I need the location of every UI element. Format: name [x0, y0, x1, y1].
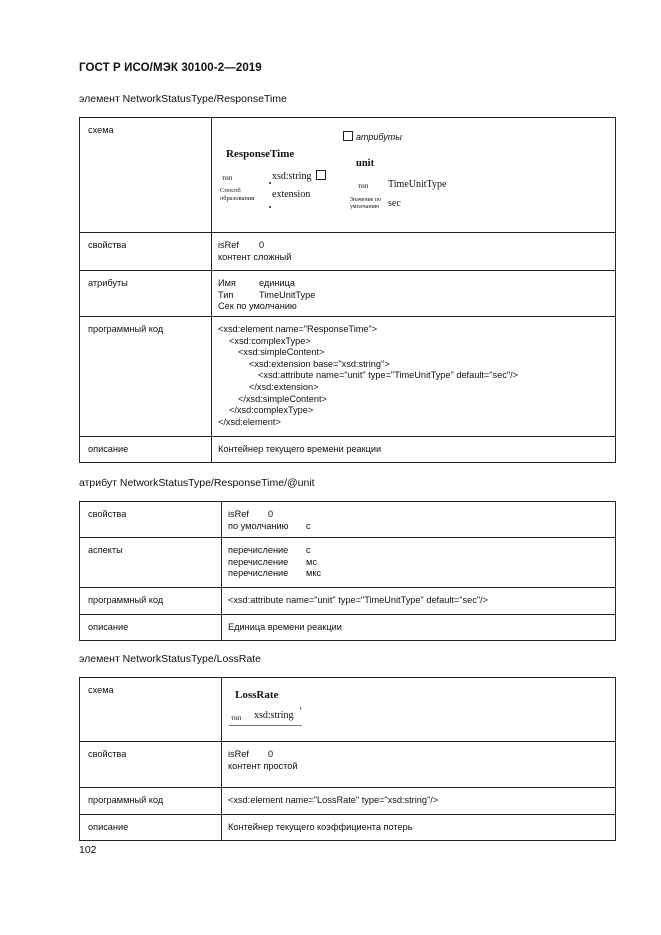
isref-key: isRef	[228, 509, 249, 519]
default-value: с	[306, 520, 311, 531]
code-line: </xsd:element>	[218, 416, 281, 427]
row-label: описание	[80, 615, 222, 641]
row-label: программный код	[80, 588, 222, 615]
attr-val-name: единица	[259, 278, 295, 288]
attr-val-type: TimeUnitType	[259, 289, 316, 300]
content-type: контент сложный	[218, 251, 292, 262]
schema-diagram	[212, 118, 615, 232]
table-row	[80, 678, 616, 742]
code-line: <xsd:attribute name="unit" type="TimeUnitType" default="sec"/>	[258, 370, 519, 381]
table-row	[80, 437, 616, 463]
connector-dot	[269, 182, 271, 184]
table-row	[80, 815, 616, 841]
schema-diagram-cell	[222, 678, 616, 742]
unit-attribute-table	[79, 501, 616, 641]
table-row	[80, 588, 616, 615]
connector-dot	[269, 206, 271, 208]
row-label: схема	[80, 678, 222, 742]
derivation-value: extension	[272, 189, 311, 200]
type-value: xsd:string	[254, 710, 294, 721]
default-key: по умолчанию	[228, 520, 289, 531]
table-row	[80, 742, 616, 788]
facet-key: перечисление	[228, 556, 289, 567]
row-label: аспекты	[80, 538, 222, 588]
default-line	[228, 521, 615, 533]
attributes-label: атрибуты	[356, 132, 402, 142]
code-line: <xsd:simpleContent>	[238, 347, 325, 358]
row-label: программный код	[80, 788, 222, 815]
table-row	[80, 502, 616, 538]
isref-value: 0	[259, 240, 265, 250]
properties-cell	[222, 742, 616, 788]
page-number: 102	[79, 844, 97, 856]
isref-value: 0	[268, 509, 274, 519]
code-line: <xsd:extension base="xsd:string">	[249, 358, 390, 369]
table-row	[80, 118, 616, 233]
attr-type-label: тип	[358, 182, 369, 190]
type-value	[272, 170, 326, 183]
attributes-cell	[212, 271, 616, 317]
facet-key: перечисление	[228, 545, 289, 555]
isref-key: isRef	[218, 240, 239, 250]
table-row	[80, 233, 616, 271]
attr-type-value: TimeUnitType	[388, 179, 447, 190]
element-name: ResponseTime	[226, 148, 295, 160]
isref-key: isRef	[228, 749, 249, 759]
loss-rate-table	[79, 677, 616, 841]
facet-value: мс	[306, 556, 317, 567]
type-label: тип	[222, 174, 233, 182]
facet-line	[228, 557, 615, 569]
row-label: свойства	[80, 233, 212, 271]
row-label: схема	[80, 118, 212, 233]
isref-line	[228, 749, 615, 761]
default-label: Значение по умолчанию	[350, 197, 382, 210]
facet-value: мкс	[306, 568, 322, 579]
code-cell: <xsd:element name="LossRate" type="xsd:string"/>	[222, 788, 616, 815]
row-label: свойства	[80, 502, 222, 538]
derivation-label: Способ образования	[220, 187, 255, 202]
attr-type-line	[218, 290, 615, 302]
row-label: описание	[80, 815, 222, 841]
facet-key: перечисление	[228, 568, 289, 579]
diagram-underline	[229, 725, 302, 726]
content-type: контент простой	[228, 760, 298, 771]
facet-line	[228, 545, 615, 557]
type-value-text: xsd:string	[272, 171, 312, 182]
description-cell: Единица времени реакции	[222, 615, 616, 641]
code-line: </xsd:extension>	[249, 381, 319, 392]
row-label: программный код	[80, 317, 212, 437]
description-cell: Контейнер текущего времени реакции	[212, 437, 616, 463]
element-name: LossRate	[235, 689, 279, 701]
isref-line	[218, 240, 615, 252]
code-line: </xsd:simpleContent>	[238, 393, 327, 404]
isref-value: 0	[268, 749, 274, 759]
code-line: <xsd:element name="ResponseTime">	[218, 324, 378, 334]
attr-name: unit	[356, 158, 375, 169]
properties-cell	[212, 233, 616, 271]
table-row	[80, 538, 616, 588]
attr-default-line: Сек по умолчанию	[218, 301, 297, 312]
row-label: свойства	[80, 742, 222, 788]
facet-line	[228, 568, 615, 580]
row-label: описание	[80, 437, 212, 463]
type-box-icon	[316, 170, 326, 180]
code-cell: <xsd:attribute name="unit" type="TimeUnitType" default="sec"/>	[222, 588, 616, 615]
section-title-unit-attribute: атрибут NetworkStatusType/ResponseTime/@unit	[79, 477, 315, 489]
schema-diagram-cell	[212, 118, 616, 233]
facet-value: с	[306, 545, 311, 555]
table-row	[80, 317, 616, 437]
schema-diagram	[222, 678, 615, 741]
table-row	[80, 615, 616, 641]
code-cell	[212, 317, 616, 437]
document-header: ГОСТ Р ИСО/МЭК 30100-2—2019	[79, 62, 262, 74]
table-row	[80, 788, 616, 815]
attr-col-name: Имя	[218, 278, 236, 288]
description-cell: Контейнер текущего коэффициента потерь	[222, 815, 616, 841]
attr-name-line	[218, 278, 615, 290]
section-title-response-time: элемент NetworkStatusType/ResponseTime	[79, 93, 287, 105]
isref-line	[228, 509, 615, 521]
code-line: <xsd:complexType>	[229, 335, 311, 346]
code-line: </xsd:complexType>	[229, 405, 314, 416]
response-time-table	[79, 117, 616, 463]
attributes-box-icon	[343, 131, 353, 141]
type-label: тип	[231, 714, 242, 722]
attr-col-type: Тип	[218, 289, 234, 300]
facets-cell	[222, 538, 616, 588]
diagram-tick	[300, 707, 301, 710]
default-value: sec	[388, 198, 401, 209]
properties-cell	[222, 502, 616, 538]
section-title-loss-rate: элемент NetworkStatusType/LossRate	[79, 653, 261, 665]
row-label: атрибуты	[80, 271, 212, 317]
table-row	[80, 271, 616, 317]
attributes-group	[343, 131, 402, 144]
